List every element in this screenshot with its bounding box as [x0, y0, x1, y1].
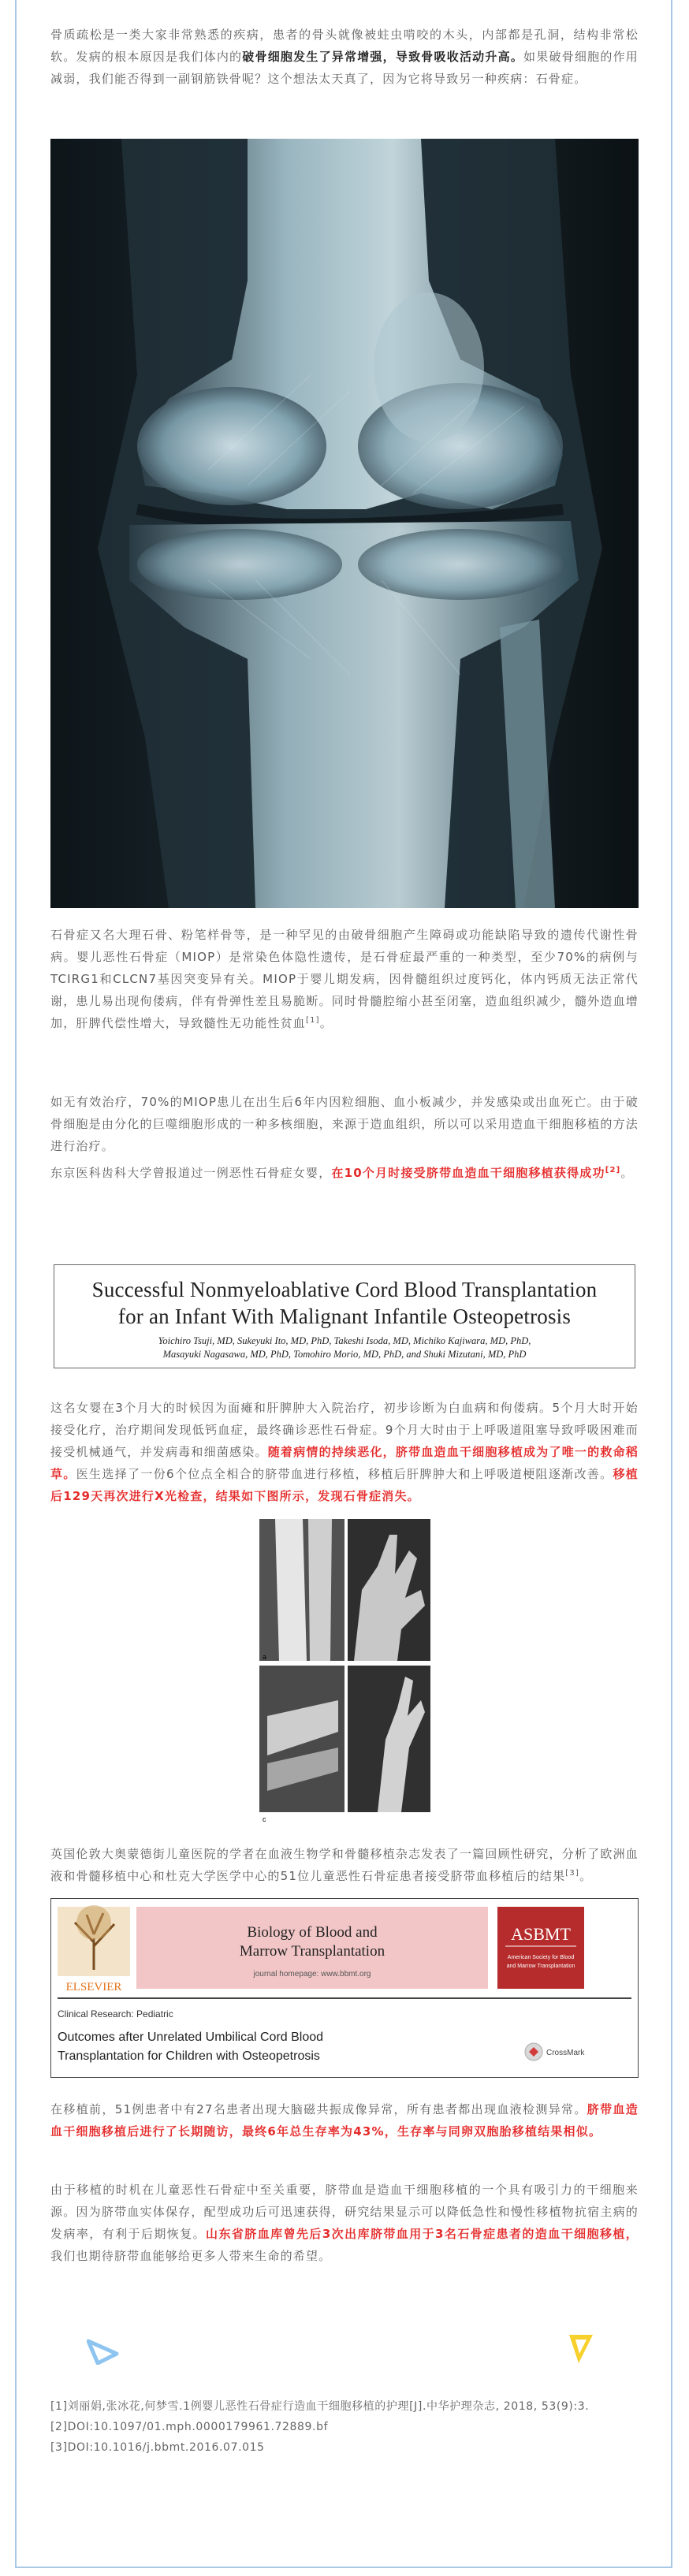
- reference-2: [2]DOI:10.1097/01.mph.0000179961.72889.bf: [50, 2421, 329, 2433]
- reference-1: [1]刘丽娟,张冰花,何梦雪.1例婴儿恶性石骨症行造血干细胞移植的护理[J].中华护理杂志, 2018, 53(9):3.: [50, 2400, 590, 2413]
- definition-paragraph: 石骨症又名大理石骨、粉笔样骨等，是一种罕见的由破骨细胞产生障碍或功能缺陷导致的遗传代谢性骨病。婴儿恶性石骨症（MIOP）是常染色体隐性遗传，是石骨症最严重的一种类型，至少70%的病例与TCIRG1和CLCN7基因突变异有关。MIOP于婴儿期发病，因骨髓组织过度钙化，体内钙质无法正常代谢，患儿易出现佝偻病，伴有骨弹性差且易脆断。同时骨髓腔缩小甚至闭塞，造血组织减少，髓外造血增加，肝脾代偿性增大，导致髓性无功能性贫血[1]。: [50, 928, 639, 1030]
- intro-text-2: 如果破骨细胞的作用减弱，我们能否得到一副钢筋铁骨呢？这个想法太天真了，因为它将导致另一种疾病：石骨症。: [50, 50, 639, 86]
- references-list: [50, 2396, 639, 2458]
- case-course-paragraph: 这名女婴在3个月大的时候因为面瘫和肝脾肿大入院治疗，初步诊断为白血病和佝偻病。5个月大时开始接受化疗，治疗期间发现低钙血症，最终确诊恶性石骨症。9个月大时由于上呼吸道阻塞导致呼吸困难而接受机械通气，并发病毒和细菌感染。随着病情的持续恶化，脐带血造血干细胞移植成为了唯一的救命稻草。医生选择了一份6个位点全相合的脐带血进行移植，移植后肝脾肿大和上呼吸道梗阻逐渐改善。移植后129天再次进行X光检查，结果如下图所示，发现石骨症消失。: [50, 1401, 639, 1503]
- conclusion-highlight: 山东省脐血库曾先后3次出库脐带血用于3名石骨症患者的造血干细胞移植，: [206, 2227, 639, 2241]
- results-paragraph: 在移植前，51例患者中有27名患者出现大脑磁共振成像异常，所有患者都出现血液检测异常。脐带血造血干细胞移植后进行了长期随访，最终6年总生存率为43%，生存率与同卵双胞胎移植结果相似。: [50, 2102, 639, 2139]
- journal-name-line-2: Marrow Transplantation: [239, 1943, 385, 1960]
- elsevier-logo-icon: [58, 1905, 130, 1993]
- article-title-line-2: Transplantation for Children with Osteopetrosis: [58, 2049, 320, 2063]
- svg-text:ELSEVIER: ELSEVIER: [65, 1981, 122, 1993]
- paper-title-line-1: Successful Nonmyeloablative Cord Blood Transplantation: [91, 1278, 598, 1301]
- paper-title-box: [54, 1264, 635, 1368]
- followup-xray-figure: [259, 1519, 430, 1839]
- intro-text: 骨质疏松是一类大家非常熟悉的疾病，患者的骨头就像被蛀虫啃咬的木头，内部都是孔洞，结构非常松软。发病的根本原因是我们体内的: [50, 28, 639, 64]
- knee-xray-image: [50, 139, 639, 908]
- study-intro-paragraph: 英国伦敦大奥蒙德街儿童医院的学者在血液生物学和骨髓移植杂志发表了一篇回顾性研究，分析了欧洲血液和骨髓移植中心和杜克大学医学中心的51位儿童恶性石骨症患者接受脐带血移植后的结果[3]。: [50, 1847, 639, 1883]
- asbmt-logo-icon: [497, 1907, 584, 1989]
- journal-name-line-1: Biology of Blood and: [247, 1924, 378, 1941]
- svg-text:CrossMark: CrossMark: [546, 2049, 585, 2057]
- article-title-line-1: Outcomes after Unrelated Umbilical Cord Blood: [58, 2031, 324, 2044]
- article-section: Clinical Research: Pediatric: [58, 2008, 173, 2019]
- blue-triangle-icon: [87, 2338, 120, 2365]
- paper-authors-line-1: Yoichiro Tsuji, MD, Sukeyuki Ito, MD, PhD, Takeshi Isoda, MD, Michiko Kajiwara, MD, PhD,: [158, 1335, 531, 1346]
- citation-2: [2]: [605, 1166, 621, 1174]
- journal-header-box: [50, 1898, 639, 2078]
- reference-3: [3]DOI:10.1016/j.bbmt.2016.07.015: [50, 2441, 265, 2454]
- svg-text:ASBMT: ASBMT: [511, 1924, 571, 1944]
- yellow-triangle-icon: [568, 2333, 594, 2365]
- case-highlight: 在10个月时接受脐带血造血干细胞移植获得成功: [331, 1166, 605, 1180]
- results-highlight: 脐带血造血干细胞移植后进行了长期随访，最终6年总生存率为43%，生存率与同卵双胞胎移植结果相似。: [50, 2102, 639, 2139]
- case-intro-paragraph: 东京医科齿科大学曾报道过一例恶性石骨症女婴，在10个月时接受脐带血造血干细胞移植获得成功[2]。: [50, 1166, 634, 1180]
- paper-title-line-2: for an Infant With Malignant Infantile Osteopetrosis: [117, 1305, 572, 1328]
- svg-text:and Marrow Transplantation: and Marrow Transplantation: [506, 1964, 575, 1969]
- intro-bold: 破骨细胞发生了异常增强，导致骨吸收活动升高。: [242, 50, 524, 64]
- svg-text:American Society for Blood: American Society for Blood: [507, 1955, 575, 1960]
- intro-paragraph: [50, 24, 639, 90]
- citation-1: [1]: [306, 1016, 320, 1025]
- xray-label-a: a: [263, 1653, 267, 1661]
- paper-authors-line-2: Masayuki Nagasawa, MD, PhD, Tomohiro Morio, MD, PhD, and Shuki Mizutani, MD, PhD: [162, 1349, 527, 1360]
- crossmark-icon: [525, 2043, 585, 2060]
- definition-text: 石骨症又名大理石骨、粉笔样骨等，是一种罕见的由破骨细胞产生障碍或功能缺陷导致的遗传代谢性骨病。婴儿恶性石骨症（MIOP）是常染色体隐性遗传，是石骨症最严重的一种类型，至少70%的病例与TCIRG1和CLCN7基因突变异有关。MIOP于婴儿期发病，因骨髓组织过度钙化，体内钙质无法正常代谢，患儿易出现佝偻病，伴有骨弹性差且易脆断。同时骨髓腔缩小甚至闭塞，造血组织减少，髓外造血增加，肝脾代偿性增大，导致髓性无功能性贫血: [50, 928, 639, 1030]
- conclusion-paragraph: 由于移植的时机在儿童恶性石骨症中至关重要，脐带血是造血干细胞移植的一个具有吸引力的干细胞来源。因为脐带血实体保存，配型成功后可迅速获得，研究结果显示可以降低急性和慢性移植物抗宿主病的发病率，有利于后期恢复。山东省脐血库曾先后3次出库脐带血用于3名石骨症患者的造血干细胞移植，我们也期待脐带血能够给更多人带来生命的希望。: [50, 2183, 639, 2263]
- journal-homepage: journal homepage: www.bbmt.org: [253, 1970, 371, 1979]
- course-highlight-1: 随着病情的持续恶化，脐带血造血干细胞移植成为了唯一的救命稻草。: [50, 1445, 639, 1481]
- course-highlight-2: 移植后129天再次进行X光检查，结果如下图所示，发现石骨症消失。: [50, 1467, 639, 1503]
- citation-3: [3]: [565, 1869, 580, 1878]
- xray-label-c: c: [263, 1815, 266, 1823]
- treatment-paragraph: 如无有效治疗，70%的MIOP患儿在出生后6年内因粒细胞、血小板减少，并发感染或出血死亡。由于破骨细胞是由分化的巨噬细胞形成的一种多核细胞，来源于造血组织，所以可以采用造血干细胞移植的方法进行治疗。: [50, 1095, 639, 1153]
